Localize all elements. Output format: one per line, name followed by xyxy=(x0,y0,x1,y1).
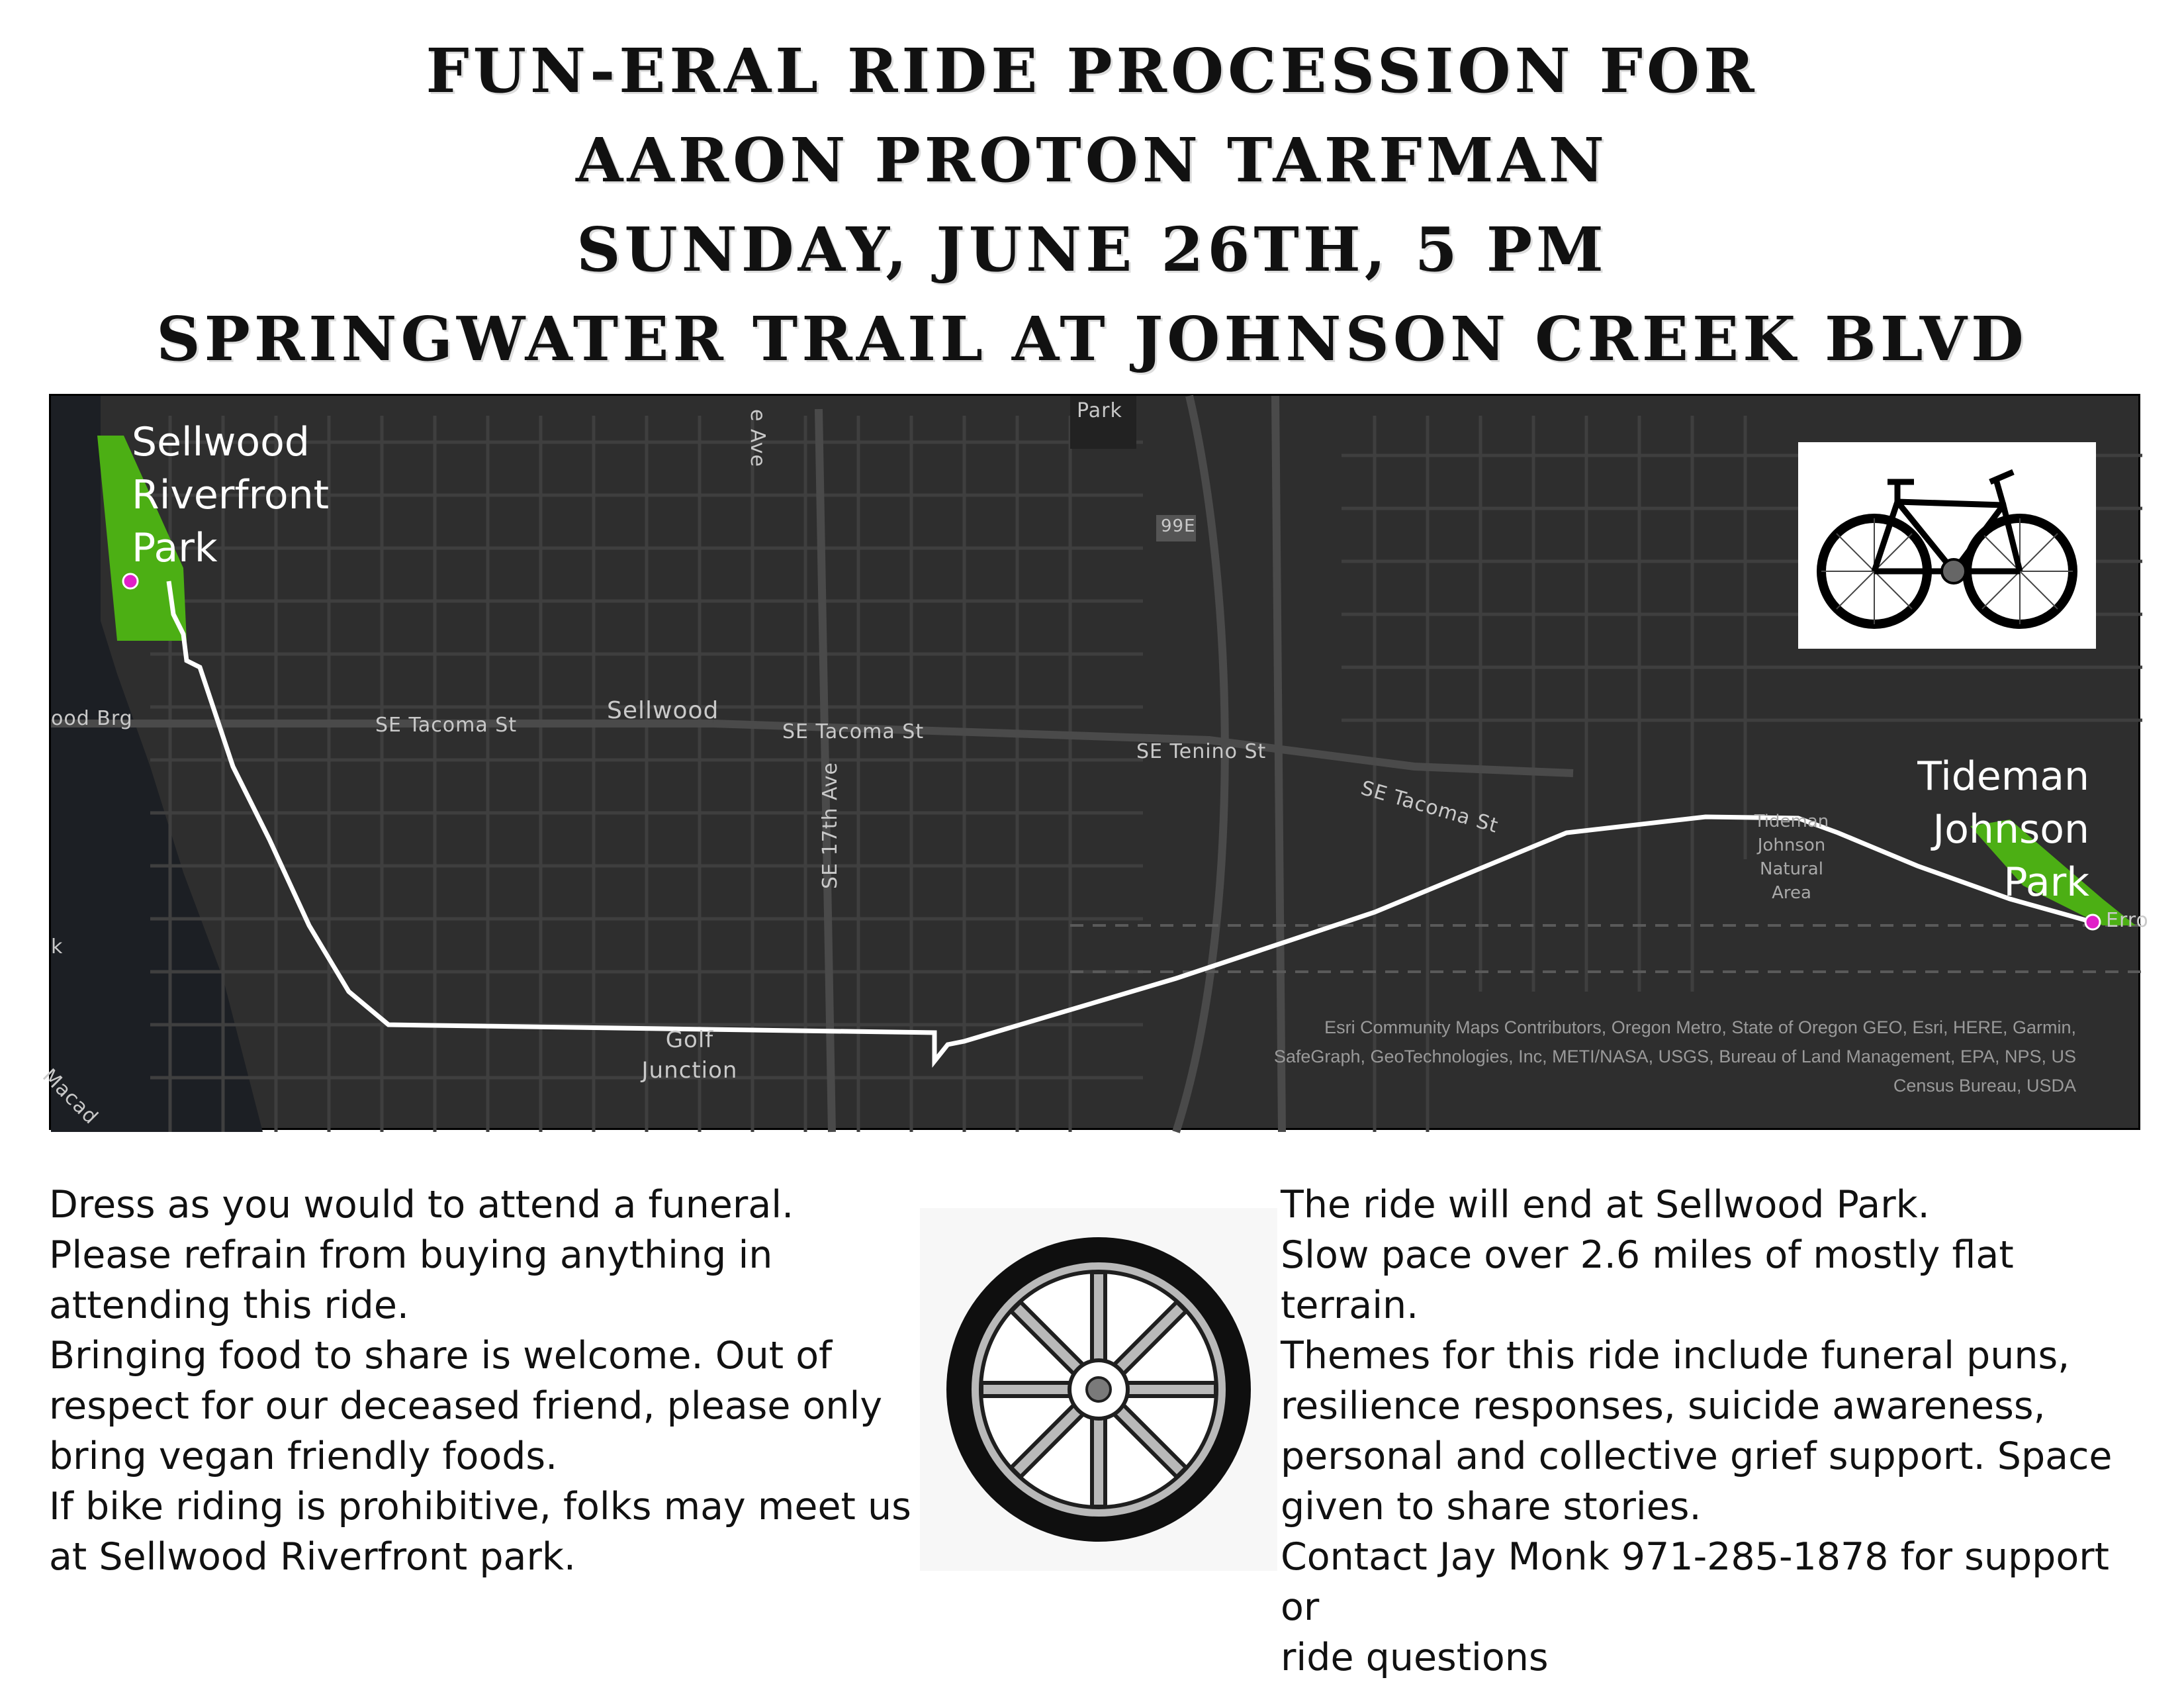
route-map[interactable] xyxy=(38,394,2149,1130)
info-line: If bike riding is prohibitive, folks may meet us xyxy=(49,1485,911,1528)
street-label-tacoma-2: SE Tacoma St xyxy=(782,720,925,743)
street-label-ave: e Ave xyxy=(746,409,769,467)
highway-label: 99E xyxy=(1161,516,1196,536)
info-line: Dress as you would to attend a funeral. xyxy=(49,1183,794,1227)
info-line: respect for our deceased friend, please only xyxy=(49,1384,883,1428)
left-info-column xyxy=(49,1180,923,1582)
street-label-tenino: SE Tenino St xyxy=(1136,740,1267,763)
errol-label: Erro xyxy=(2106,909,2149,932)
macad-label: Macad xyxy=(38,1064,103,1129)
start-park-label: Sellwood Riverfront Park xyxy=(132,419,330,571)
start-marker xyxy=(123,574,138,588)
end-marker xyxy=(2085,915,2100,929)
info-line: at Sellwood Riverfront park. xyxy=(49,1535,576,1579)
info-line: ride questions xyxy=(1281,1636,1549,1679)
info-line: resilience responses, suicide awareness, xyxy=(1281,1384,2046,1428)
info-line: Contact Jay Monk 971-285-1878 for support or xyxy=(1281,1535,2110,1629)
street-label-se17: SE 17th Ave xyxy=(819,762,842,889)
bicycle-icon xyxy=(1798,442,2096,649)
street-label-tacoma-3: SE Tacoma St xyxy=(1358,776,1501,838)
right-info-column xyxy=(1281,1180,2154,1683)
info-line: Slow pace over 2.6 miles of mostly flat terrain. xyxy=(1281,1233,2014,1327)
map-attribution: Esri Community Maps Contributors, Oregon Metro, State of Oregon GEO, Esri, HERE, Garmin, SafeGraph, GeoTechnologies, Inc, METI/NASA, USGS, Bureau of Land Management, EPA, NPS, US Census Bureau, USDA xyxy=(1273,1017,2076,1096)
natural-area-label: Tideman Johnson Natural Area xyxy=(1754,812,1829,903)
info-line: personal and collective grief support. Space xyxy=(1281,1434,2113,1478)
info-line: The ride will end at Sellwood Park. xyxy=(1281,1183,1930,1227)
info-line: bring vegan friendly foods. xyxy=(49,1434,558,1478)
info-line: attending this ride. xyxy=(49,1284,410,1327)
flyer-header xyxy=(0,26,2184,384)
info-line: given to share stories. xyxy=(1281,1485,1702,1528)
title-line-1: FUN-ERAL RIDE PROCESSION FOR xyxy=(426,35,1758,107)
street-label-tacoma-1: SE Tacoma St xyxy=(375,714,518,737)
wheel-icon xyxy=(920,1208,1277,1571)
title-line-2: AARON PROTON TARFMAN xyxy=(576,124,1608,196)
neighborhood-label: Sellwood xyxy=(607,697,719,724)
end-park-label: Tideman Johnson Park xyxy=(1917,753,2089,906)
info-line: Bringing food to share is welcome. Out of xyxy=(49,1334,833,1378)
k-label: k xyxy=(51,935,64,959)
title-line-4: SPRINGWATER TRAIL AT JOHNSON CREEK BLVD xyxy=(156,303,2028,375)
golf-junction-label: Golf Junction xyxy=(641,1027,738,1084)
street-label-park: Park xyxy=(1077,399,1122,422)
street-label-brg: ood Brg xyxy=(51,707,133,730)
info-line: Themes for this ride include funeral puns, xyxy=(1281,1334,2070,1378)
title-line-3: SUNDAY, JUNE 26TH, 5 PM xyxy=(576,214,1608,285)
info-line: Please refrain from buying anything in xyxy=(49,1233,773,1277)
